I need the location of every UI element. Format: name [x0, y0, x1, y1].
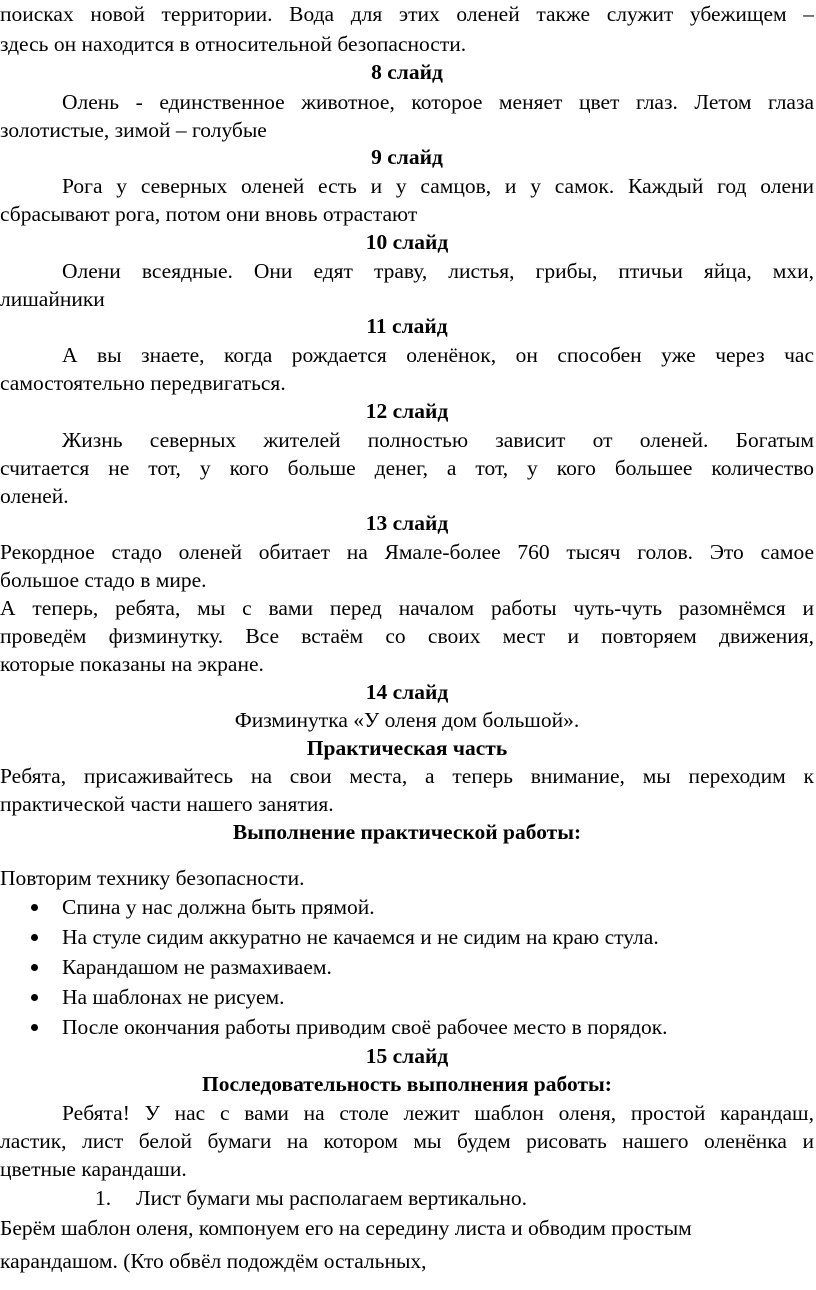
paragraph-line: Ребята, присаживайтесь на свои места, а теперь внимание, мы переходим к — [0, 764, 814, 788]
section-heading-practical: Практическая часть — [306, 736, 508, 760]
bullet-dot-icon — [31, 994, 38, 1001]
paragraph-line: А вы знаете, когда рождается оленёнок, он способен уже через час — [62, 343, 814, 367]
paragraph-line: считается не тот, у кого больше денег, а тот, у кого большее количество — [0, 456, 814, 480]
paragraph-line: Повторим технику безопасности. — [0, 866, 305, 890]
paragraph-line: проведём физминутку. Все встаём со своих мест и повторяем движения, — [0, 624, 814, 648]
list-item — [0, 983, 814, 1011]
list-item — [0, 923, 814, 951]
slide-heading-8: 8 слайд — [371, 60, 443, 84]
list-item — [0, 1013, 814, 1041]
bullet-dot-icon — [31, 964, 38, 971]
list-item — [0, 953, 814, 981]
centered-line: Физминутка «У оленя дом большой». — [234, 708, 580, 732]
paragraph-line: Рога у северных оленей есть и у самцов, и у самок. Каждый год олени — [62, 174, 814, 198]
paragraph-line: карандашом. (Кто обвёл подождём остальных, — [0, 1249, 427, 1273]
paragraph-line: Олень - единственное животное, которое меняет цвет глаз. Летом глаза — [62, 90, 814, 114]
bullet-dot-icon — [31, 904, 38, 911]
slide-heading-13: 13 слайд — [365, 511, 449, 535]
paragraph-line: цветные карандаши. — [0, 1157, 187, 1181]
slide-heading-14: 14 слайд — [365, 680, 449, 704]
numbered-item — [0, 1184, 814, 1212]
list-item-text: Карандашом не размахиваем. — [62, 955, 332, 979]
paragraph-line: Олени всеядные. Они едят траву, листья, грибы, птичьи яйца, мхи, — [62, 259, 814, 283]
bullet-dot-icon — [31, 934, 38, 941]
paragraph-line: самостоятельно передвигаться. — [0, 371, 286, 395]
paragraph-line: Ребята! У нас с вами на столе лежит шаблон оленя, простой карандаш, — [62, 1101, 814, 1125]
paragraph-line: Рекордное стадо оленей обитает на Ямале-более 760 тысяч голов. Это самое — [0, 540, 814, 564]
paragraph-line: здесь он находится в относительной безопасности. — [0, 32, 467, 56]
paragraph-line: Берём шаблон оленя, компонуем его на середину листа и обводим простым — [0, 1216, 692, 1240]
paragraph-line: А теперь, ребята, мы с вами перед началом работы чуть-чуть разомнёмся и — [0, 596, 814, 620]
section-heading-sequence: Последовательность выполнения работы: — [202, 1072, 612, 1096]
list-item — [0, 893, 814, 921]
slide-heading-10: 10 слайд — [365, 230, 449, 254]
list-item-text: На стуле сидим аккуратно не качаемся и не сидим на краю стула. — [62, 925, 659, 949]
list-item-text: Спина у нас должна быть прямой. — [62, 895, 375, 919]
numbered-item-text: Лист бумаги мы располагаем вертикально. — [136, 1186, 528, 1210]
bullet-dot-icon — [31, 1024, 38, 1031]
paragraph-line: ластик, лист белой бумаги на котором мы будем рисовать нашего оленёнка и — [0, 1129, 814, 1153]
list-item-text: После окончания работы приводим своё рабочее место в порядок. — [62, 1015, 668, 1039]
paragraph-line: Жизнь северных жителей полностью зависит от оленей. Богатым — [62, 428, 814, 452]
slide-heading-9: 9 слайд — [371, 145, 443, 169]
paragraph-line: которые показаны на экране. — [0, 652, 264, 676]
paragraph-line: золотистые, зимой – голубые — [0, 118, 267, 142]
section-heading-work: Выполнение практической работы: — [232, 820, 582, 844]
list-item-text: На шаблонах не рисуем. — [62, 985, 285, 1009]
paragraph-line: большое стадо в мире. — [0, 568, 207, 592]
slide-heading-12: 12 слайд — [365, 399, 449, 423]
numbered-item-number: 1. — [95, 1186, 112, 1210]
paragraph-line: поисках новой территории. Вода для этих оленей также служит убежищем – — [0, 2, 814, 26]
slide-heading-15: 15 слайд — [365, 1044, 449, 1068]
paragraph-line: сбрасывают рога, потом они вновь отрастают — [0, 202, 418, 226]
paragraph-line: практической части нашего занятия. — [0, 792, 334, 816]
slide-heading-11: 11 слайд — [366, 314, 448, 338]
paragraph-line: оленей. — [0, 484, 69, 508]
paragraph-line: лишайники — [0, 287, 105, 311]
